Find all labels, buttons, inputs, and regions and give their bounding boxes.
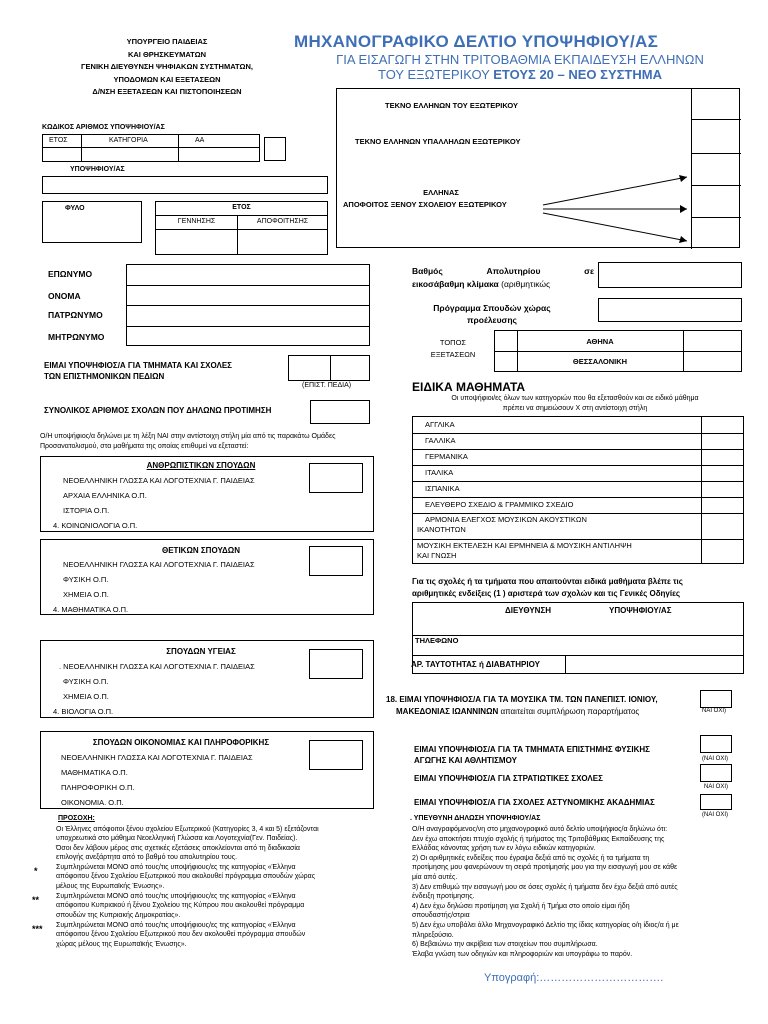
category-2-label: ΤΕΚΝΟ ΕΛΛΗΝΩΝ ΥΠΑΛΛΗΛΩΝ ΕΞΩΤΕΡΙΚΟΥ [355,137,521,146]
notice-star-2 [56,892,382,920]
ministry-line: ΚΑΙ ΘΡΗΣΚΕΥΜΑΤΩΝ [127,49,207,59]
ministry-line: ΥΠΟΥΡΓΕΙΟ ΠΑΙΔΕΙΑΣ [126,37,208,46]
notice-line: Όσοι δεν λάβουν μέρος στις σχετικές εξετάσεις αποκλείονται από τη διαδικασία [56,844,300,852]
military-question: ΕΙΜΑΙ ΥΠΟΨΗΦΙΟΣ/Α ΓΙΑ ΣΤΡΑΤΙΩΤΙΚΕΣ ΣΧΟΛΕΣ [414,774,603,783]
group-health-subject: ΦΥΣΙΚΗ Ο.Π. [63,677,109,686]
music-question-line-2b: απαιτείται συμπλήρωση παραρτήματος [498,707,640,716]
special-note-line-1: Για τις σχολές ή τα τμήματα που απαιτούνται ειδικά μαθήματα βλέπε τις [412,577,683,586]
fields-line-1: ΕΙΜΑΙ ΥΠΟΨΗΦΙΟΣ/Α ΓΙΑ ΤΜΗΜΑΤΑ ΚΑΙ ΣΧΟΛΕΣ [44,361,232,370]
mothername-label: ΜΗΤΡΩΝΥΜΟ [48,332,105,342]
declaration-title: . ΥΠΕΥΘΥΝΗ ΔΗΛΩΣΗ ΥΠΟΨΗΦΙΟΥ/ΑΣ [410,815,541,822]
special-item-english: ΑΓΓΛΙΚΑ [425,420,455,429]
program-line-1: Πρόγραμμα Σπουδών χώρας [433,303,551,313]
code-label: ΚΩΔΙΚΟΣ ΑΡΙΘΜΟΣ ΥΠΟΨΗΦΙΟΥ/ΑΣ [42,124,165,131]
graduation-year-input[interactable] [238,230,328,255]
subtitle-year: ΕΤΟΥΣ 20 – ΝΕΟ ΣΥΣΤΗΜΑ [493,67,662,82]
code-category-input[interactable] [82,148,178,162]
declaration-line: σπουδαστής/στρια [412,912,470,920]
notice-star-line: Συμπληρώνεται ΜΟΝΟ από τους/τις υποψήφιους/ες της κατηγορίας «Έλληνα [56,864,296,871]
declaration-line: 2) Οι αριθμητικές ενδείξεις που έγραψα δεξιά από τις σχολές ή τα τμήματα τη [412,854,650,862]
subtitle-part: ΤΟΥ ΕΞΩΤΕΡΙΚΟΥ [378,67,494,82]
birth-label: ΓΕΝΝΗΣΗΣ [177,218,216,225]
police-question-checkbox[interactable] [700,794,732,810]
grade-word-2: Απολυτηρίου [486,266,541,276]
fathername-input[interactable] [127,306,369,326]
phone-input[interactable] [463,636,743,654]
notice-star-2-mark: ** [32,895,40,905]
special-french-checkbox[interactable] [702,434,744,449]
surname-input[interactable] [127,265,369,285]
music-question-checkbox[interactable] [700,690,732,708]
program-label [400,302,584,326]
gender-input[interactable] [49,216,135,240]
notice-star-line: απόφοιτου Κυπριακού ή ξένου Σχολείου της Κύπρου που ακολουθεί πρόγραμμα [56,902,305,910]
special-german-checkbox[interactable] [702,450,744,465]
code-extra-box[interactable] [264,137,286,161]
category-5-checkbox[interactable] [692,217,742,249]
category-3-checkbox[interactable] [692,153,742,185]
special-note-line-2: αριθμητικές ενδείξεις (1 ) αριστερά των σχολών και τις Γενικές Οδηγίες [412,589,681,598]
notice-star-line: μέλους της Ευρωπαϊκής Ένωσης». [56,882,165,890]
special-item-german: ΓΕΡΜΑΝΙΚΑ [425,452,468,461]
code-table [42,134,260,162]
special-intro-line-2: πρέπει να σημειώσουν Χ στη αντίστοιχη στήλη [502,405,648,412]
firstname-label: ΟΝΟΜΑ [48,291,81,301]
exam-athens-checkbox[interactable] [684,331,742,351]
group-sciences-title: ΘΕΤΙΚΩΝ ΣΠΟΥΔΩΝ [162,546,240,555]
declaration-line: προτίμησης μου φανερώνουν τη σειρά προτίμησής μου για την εισαγωγή μου σε κάθε [412,864,678,872]
music-1-line-1: ΑΡΜΟΝΙΑ ΕΛΕΓΧΟΣ ΜΟΥΣΙΚΩΝ ΑΚΟΥΣΤΙΚΩΝ [425,515,587,524]
notice-title: ΠΡΟΣΟΧΗ: [58,815,95,822]
category-3-label-2: ΑΠΟΦΟΙΤΟΣ ΞΕΝΟΥ ΣΧΟΛΕΙΟΥ ΕΞΩΤΕΡΙΚΟΥ [343,200,507,209]
exam-place-line-1: ΤΟΠΟΣ [439,338,467,347]
year-box [155,201,328,255]
special-item-drawing: ΕΛΕΥΘΕΡΟ ΣΧΕΔΙΟ & ΓΡΑΜΜΙΚΟ ΣΧΕΔΙΟ [425,500,574,509]
grade-word-3: σε [584,266,594,276]
fields-label [44,360,232,382]
id-input[interactable] [566,656,743,674]
notice-star-line: απόφοιτου ξένου Σχολείου Εξωτερικού που ακολουθεί πρόγραμμα σπουδών χώρας [56,873,316,881]
year-label: ΕΤΟΣ [232,204,251,211]
ministry-line: Δ/ΝΣΗ ΕΞΕΤΑΣΕΩΝ ΚΑΙ ΠΙΣΤΟΠΟΙΗΣΕΩΝ [92,87,242,96]
notice-star-1-mark: * [34,866,38,876]
firstname-input[interactable] [127,286,369,305]
music-1-line-2: ΙΚΑΝΟΤΗΤΩΝ [417,525,466,534]
phone-label: ΤΗΛΕΦΩΝΟ [415,636,459,645]
group-humanities-subject: ΙΣΤΟΡΙΑ Ο.Π. [63,506,110,515]
special-music-1-checkbox[interactable] [702,514,744,539]
declaration-line: Ο/Η αναγραφόμενος/νη στο μηχανογραφικό αυτό δελτίο υποψήφιος/α δηλώνω ότι: [412,826,668,833]
pe-question [414,744,650,766]
contact-table [412,602,744,674]
notice-line: επιλογής ανεξάρτητα από το βαθμό του απολυτηρίου τους. [56,854,238,862]
total-schools-label: ΣΥΝΟΛΙΚΟΣ ΑΡΙΘΜΟΣ ΣΧΟΛΩΝ ΠΟΥ ΔΗΛΩΝΩ ΠΡΟΤΙΜΗΣΗ [44,406,272,415]
group-economics-subject: ΝΕΟΕΛΛΗΝΙΚΗ ΓΛΩΣΣΑ ΚΑΙ ΛΟΓΟΤΕΧΝΙΑ Γ. ΠΑΙΔΕΙΑΣ [61,753,253,762]
group-humanities-title: ΑΝΘΡΩΠΙΣΤΙΚΩΝ ΣΠΟΥΔΩΝ [146,461,256,470]
signature-field[interactable]: Υπογραφή:……………………………. [484,972,664,984]
grade-note: (αριθμητικώς [498,279,551,289]
code-year-input[interactable] [43,148,81,162]
group-humanities-subject: 4. ΚΟΙΝΩΝΙΟΛΟΓΙΑ Ο.Π. [53,521,138,530]
notice-star-line: σπουδών της Κυπριακής Δημοκρατίας». [56,911,181,919]
grade-label [412,266,594,289]
declaration-line: πληρεξούσιο. [412,931,454,939]
category-arrows [537,149,697,249]
declaration-line: 5) Δεν έχω υποβάλει άλλο Μηχανογραφικό Δελτίο της ίδιας κατηγορίας ο/η ίδιος/α ή με [412,921,679,929]
special-item-music-2 [417,541,632,561]
exam-place-table [494,330,742,372]
candidate-input[interactable] [42,176,328,194]
declaration-line: 4) Δεν έχω δηλώσει προτίμηση για Σχολή ή Τμήμα στο οποίο είμαι ήδη [412,902,630,910]
special-italian-checkbox[interactable] [702,466,744,481]
music-2-line-2: ΚΑΙ ΓΝΩΣΗ [417,551,457,560]
special-item-italian: ΙΤΑΛΙΚΑ [425,468,454,477]
music-question-line-2a: ΜΑΚΕΔΟΝΙΑΣ ΙΩΑΝΝΙΝΩΝ [396,707,499,716]
group-humanities [40,456,374,532]
group-humanities-subject: ΝΕΟΕΛΛΗΝΙΚΗ ΓΛΩΣΣΑ ΚΑΙ ΛΟΓΟΤΕΧΝΙΑ Γ. ΠΑΙΔΕΙΑΣ [63,476,255,485]
police-question-yesno: (ΝΑΙ ΟΧΙ) [702,812,729,818]
exam-athens-label: ΑΘΗΝΑ [586,337,614,346]
id-label: ΑΡ. ΤΑΥΤΟΤΗΤΑΣ ή ΔΙΑΒΑΤΗΡΙΟΥ [411,660,540,669]
special-english-checkbox[interactable] [702,417,744,433]
exam-place-label [418,337,488,361]
military-question-checkbox[interactable] [700,764,732,782]
special-item-music-1 [417,515,587,535]
category-checkbox-column [691,89,741,249]
code-aa-label: ΑΑ [195,137,205,144]
notice-star-3 [56,921,382,949]
code-year-label: ΕΤΟΣ [49,137,68,144]
special-music-2-checkbox[interactable] [702,540,744,564]
special-intro [400,394,750,414]
program-line-2: προέλευσης [467,315,517,325]
notice-star-3-mark: *** [32,924,43,934]
military-question-yesno: ΝΑΙ ΟΧΙ) [704,784,729,790]
mothername-input[interactable] [127,327,369,346]
declaration-line: Έλαβα γνώση των οδηγιών και πληροφοριών και υπογράφω το παρόν. [412,950,633,958]
code-category-label: ΚΑΤΗΓΟΡΙΑ [109,137,148,144]
grade-scale: εικοσάβαθμη κλίμακα [412,279,499,289]
address-label: ΔΙΕΥΘΥΝΣΗ [505,606,552,615]
group-health [40,640,374,718]
declaration-line: 6) Βεβαιώνω την ακρίβεια των στοιχείων που συμπλήρωσα. [412,941,598,949]
ministry-line: ΓΕΝΙΚΗ ΔΙΕΥΘΥΝΣΗ ΨΗΦΙΑΚΩΝ ΣΥΣΤΗΜΑΤΩΝ, [81,62,253,71]
total-schools-input[interactable] [310,400,370,424]
category-3-label-1: ΕΛΛΗΝΑΣ [423,188,459,197]
declaration-line: 3) Δεν επιθυμώ την εισαγωγή μου σε όσες σχολές ή τμήματα δεν έχω δεξιά από αυτές [412,883,678,891]
grade-input[interactable] [598,262,742,288]
group-health-subject: 4. ΒΙΟΛΟΓΙΑ Ο.Π. [53,707,114,716]
category-box [336,88,740,248]
fields-input[interactable] [288,355,370,381]
groups-intro-line-2: Προσανατολισμού, στα μαθήματα της οποίας επιθυμεί να εξεταστεί: [40,443,249,450]
notice-body [56,825,382,863]
group-economics-subject: ΜΑΘΗΜΑΤΙΚΑ Ο.Π. [61,768,128,777]
group-humanities-subject: ΑΡΧΑΙΑ ΕΛΛΗΝΙΚΑ Ο.Π. [63,491,147,500]
notice-star-1 [56,863,382,891]
declaration-line: μία από αυτές. [412,873,458,881]
form-title: ΜΗΧΑΝΟΓΡΑΦΙΚΟ ΔΕΛΤΙΟ ΥΠΟΨΗΦΙΟΥ/ΑΣ [294,32,659,51]
exam-place-line-2: ΕΞΕΤΑΣΕΩΝ [430,350,476,359]
music-question-yesno: ΝΑΙ ΟΧΙ) [702,708,727,714]
declaration-line: Ελλάδας κάνοντας χρήση των εν λόγω ειδικών κατηγοριών. [412,845,596,853]
candidate-label: ΥΠΟΨΗΦΙΟΥ/ΑΣ [70,166,125,173]
group-health-subject: ΧΗΜΕΙΑ Ο.Π. [63,692,109,701]
ministry-header [48,36,286,99]
group-economics-subject: ΠΛΗΡΟΦΟΡΙΚΗ Ο.Π. [61,783,135,792]
declaration-body [412,825,746,959]
group-sciences-subject: 4. ΜΑΘΗΜΑΤΙΚΑ Ο.Π. [53,605,129,614]
special-drawing-checkbox[interactable] [702,498,744,513]
group-economics-subject: ΟΙΚΟΝΟΜΙΑ. Ο.Π. [61,798,124,807]
group-sciences-subject: ΧΗΜΕΙΑ Ο.Π. [63,590,109,599]
exam-thessaloniki-checkbox[interactable] [684,352,742,372]
category-1-checkbox[interactable] [692,89,742,119]
address-input[interactable] [413,617,743,635]
group-economics [40,731,374,809]
special-table [412,416,744,564]
form-subtitle-1: ΓΙΑ ΕΙΣΑΓΩΓΗ ΣΤΗΝ ΤΡΙΤΟΒΑΘΜΙΑ ΕΚΠΑΙΔΕΥΣΗ ΕΛΛΗΝΩΝ [336,52,704,67]
special-note [412,576,742,600]
notice-line: Οι Έλληνες απόφοιτοι ξένου σχολείου Εξωτερικού (Κατηγορίες 3, 4 και 5) εξετάζονται [56,826,319,833]
category-4-checkbox[interactable] [692,185,742,217]
program-input[interactable] [598,298,742,322]
special-intro-line-1: Οι υποψήφιοι/ες όλων των κατηγοριών που θα εξετασθούν και σε ειδικό μάθημα [451,395,699,402]
notice-star-line: χώρας μέλους της Ευρωπαϊκής Ένωσης». [56,940,187,948]
notice-line: υποχρεωτικά στο μάθημα Νεοελληνική Γλώσσα και Λογοτεχνία(Γεν. Παιδείας). [56,835,298,843]
gender-box [42,201,142,243]
special-title: ΕΙΔΙΚΑ ΜΑΘΗΜΑΤΑ [412,380,526,394]
group-health-subject: . ΝΕΟΕΛΛΗΝΙΚΗ ΓΛΩΣΣΑ ΚΑΙ ΛΟΓΟΤΕΧΝΙΑ Γ. ΠΑΙΔΕΙΑΣ [59,662,255,671]
exam-thessaloniki-label: ΘΕΣΣΑΛΟΝΙΚΗ [572,357,628,366]
gender-label: ΦΥΛΟ [65,205,85,212]
groups-intro-line-1: Ο/Η υποψήφιος/α δηλώνει με τη λέξη ΝΑΙ στην αντίστοιχη στήλη μία από τις παρακάτω Ομάδες [40,433,336,440]
fields-note: (ΕΠΙΣΤ. ΠΕΔΙΑ) [302,382,352,389]
surname-label: ΕΠΩΝΥΜΟ [48,269,93,279]
notice-star-line: Συμπληρώνεται ΜΟΝΟ από τους/τις υποψήφιους/ες της κατηγορίας «Έλληνα [56,893,296,900]
pe-question-line-1: ΕΙΜΑΙ ΥΠΟΨΗΦΙΟΣ/Α ΓΙΑ ΤΑ ΤΜΗΜΑΤΑ ΕΠΙΣΤΗΜΗΣ ΦΥΣΙΚΗΣ [414,745,650,754]
pe-question-checkbox[interactable] [700,735,732,753]
music-question [386,694,696,718]
group-health-title: ΣΠΟΥΔΩΝ ΥΓΕΙΑΣ [166,647,236,656]
group-sciences-subject: ΝΕΟΕΛΛΗΝΙΚΗ ΓΛΩΣΣΑ ΚΑΙ ΛΟΓΟΤΕΧΝΙΑ Γ. ΠΑΙΔΕΙΑΣ [63,560,255,569]
special-item-french: ΓΑΛΛΙΚΑ [425,436,456,445]
form-subtitle-2 [300,67,740,82]
names-table [126,264,370,346]
declaration-line: Δεν έχω αποκτήσει πτυχίο σχολής ή τμήματος της Τριτοβάθμιας Εκπαίδευσης της [412,835,665,843]
graduation-label: ΑΠΟΦΟΙΤΗΣΗΣ [256,218,309,225]
code-aa-input[interactable] [179,148,260,162]
special-item-spanish: ΙΣΠΑΝΙΚΑ [425,484,460,493]
category-1-label: ΤΕΚΝΟ ΕΛΛΗΝΩΝ ΤΟΥ ΕΞΩΤΕΡΙΚΟΥ [385,101,519,110]
birth-year-input[interactable] [156,230,237,255]
notice-star-line: απόφοιτου ξένου Σχολείου Εξωτερικού που δεν ακολουθεί πρόγραμμα σπουδών [56,931,306,939]
special-spanish-checkbox[interactable] [702,482,744,497]
grade-word-1: Βαθμός [412,266,443,276]
category-2-checkbox[interactable] [692,119,742,153]
music-2-line-1: ΜΟΥΣΙΚΗ ΕΚΤΕΛΕΣΗ ΚΑΙ ΕΡΜΗΝΕΙΑ & ΜΟΥΣΙΚΗ ΑΝΤΙΛΗΨΗ [417,541,632,550]
group-sciences-subject: ΦΥΣΙΚΗ Ο.Π. [63,575,109,584]
group-economics-title: ΣΠΟΥΔΩΝ ΟΙΚΟΝΟΜΙΑΣ ΚΑΙ ΠΛΗΡΟΦΟΡΙΚΗΣ [92,738,270,747]
police-question: ΕΙΜΑΙ ΥΠΟΨΗΦΙΟΣ/Α ΓΙΑ ΣΧΟΛΕΣ ΑΣΤΥΝΟΜΙΚΗΣ ΑΚΑΔΗΜΙΑΣ [414,798,655,807]
address-label-2: ΥΠΟΨΗΦΙΟΥ/ΑΣ [609,606,672,615]
pe-question-line-2: ΑΓΩΓΗΣ ΚΑΙ ΑΘΛΗΤΙΣΜΟΥ [414,756,517,765]
ministry-line: ΥΠΟΔΟΜΩΝ ΚΑΙ ΕΞΕΤΑΣΕΩΝ [113,74,221,84]
groups-intro [40,432,335,452]
declaration-line: ένδειξη προτίμησης. [412,893,475,901]
pe-question-yesno: (ΝΑΙ ΟΧΙ) [702,756,729,762]
fields-line-2: ΤΩΝ ΕΠΙΣΤΗΜΟΝΙΚΩΝ ΠΕΔΙΩΝ [44,372,165,381]
notice-star-line: Συμπληρώνεται ΜΟΝΟ από τους/τις υποψήφιους/ες της κατηγορίας «Έλληνα [56,922,296,929]
group-sciences [40,539,374,615]
fathername-label: ΠΑΤΡΩΝΥΜΟ [48,310,103,320]
music-question-line-1: 18. ΕΙΜΑΙ ΥΠΟΨΗΦΙΟΣ/Α ΓΙΑ ΤΑ ΜΟΥΣΙΚΑ ΤΜ. ΤΩΝ ΠΑΝΕΠΙΣΤ. ΙΟΝΙΟΥ, [386,695,658,704]
